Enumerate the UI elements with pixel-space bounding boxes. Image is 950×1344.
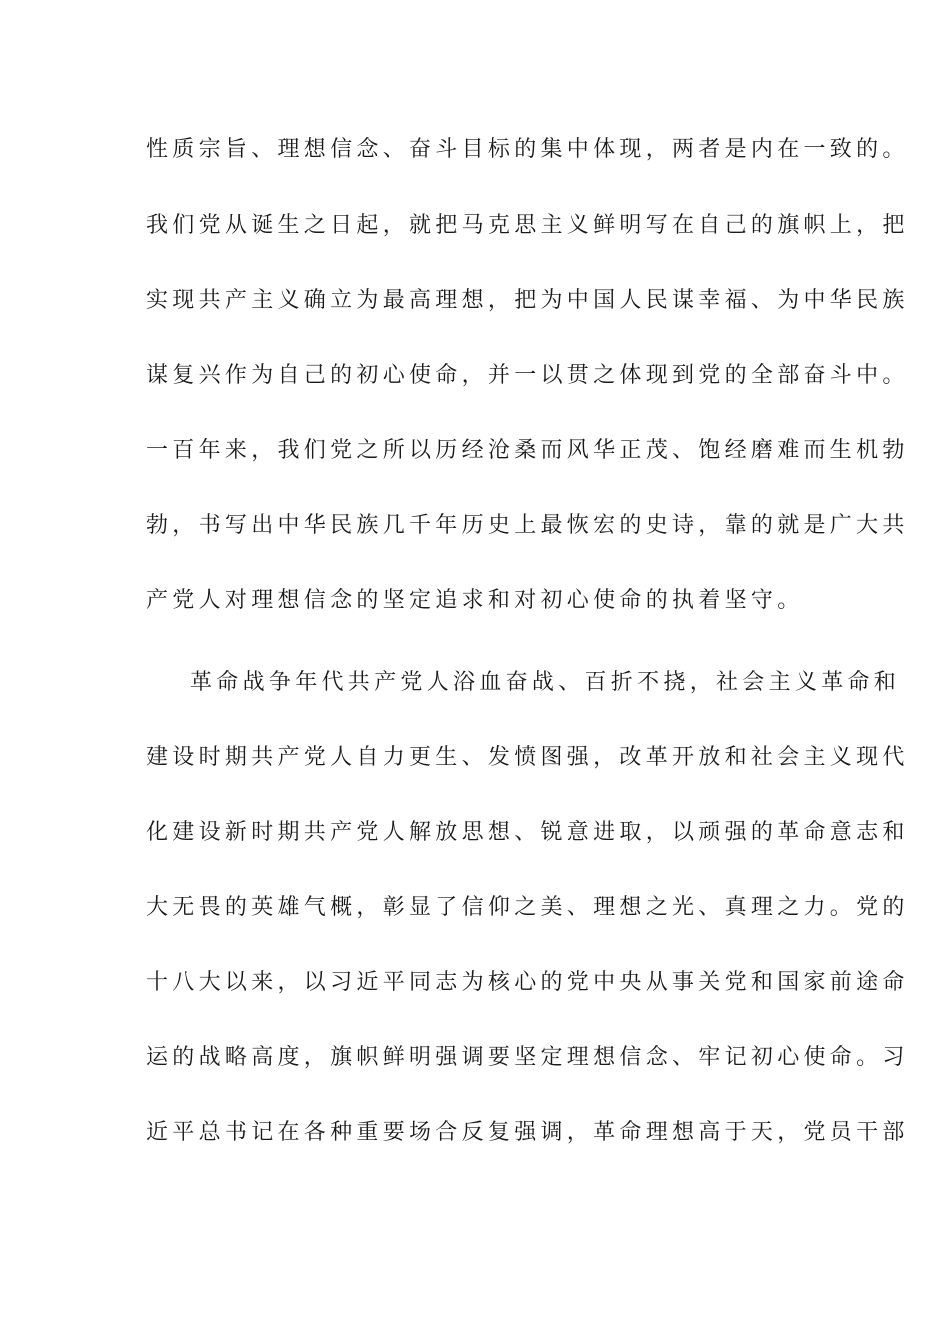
text-line: 勃，书写出中华民族几千年历史上最恢宏的史诗，靠的就是广大共 (146, 513, 909, 538)
text-line: 一百年来，我们党之所以历经沧桑而风华正茂、饱经磨难而生机勃 (146, 438, 909, 463)
paragraph-first-line: 革命战争年代共产党人浴血奋战、百折不挠，社会主义革命和 (190, 670, 901, 695)
text-line: 大无畏的英雄气概，彰显了信仰之美、理想之光、真理之力。党的 (146, 895, 909, 920)
text-line: 谋复兴作为自己的初心使命，并一以贯之体现到党的全部奋斗中。 (146, 363, 909, 388)
text-line: 实现共产主义确立为最高理想，把为中国人民谋幸福、为中华民族 (146, 288, 909, 313)
text-line: 运的战略高度，旗帜鲜明强调要坚定理想信念、牢记初心使命。习 (146, 1045, 909, 1070)
text-line: 我们党从诞生之日起，就把马克思主义鲜明写在自己的旗帜上，把 (146, 213, 909, 238)
text-line: 近平总书记在各种重要场合反复强调，革命理想高于天，党员干部 (146, 1120, 909, 1145)
text-line: 十八大以来，以习近平同志为核心的党中央从事关党和国家前途命 (146, 970, 909, 995)
text-line: 性质宗旨、理想信念、奋斗目标的集中体现，两者是内在一致的。 (146, 137, 909, 162)
text-line: 化建设新时期共产党人解放思想、锐意进取，以顽强的革命意志和 (146, 820, 909, 845)
text-line: 产党人对理想信念的坚定追求和对初心使命的执着坚守。 (146, 588, 804, 613)
text-line: 建设时期共产党人自力更生、发愤图强，改革开放和社会主义现代 (146, 745, 909, 770)
